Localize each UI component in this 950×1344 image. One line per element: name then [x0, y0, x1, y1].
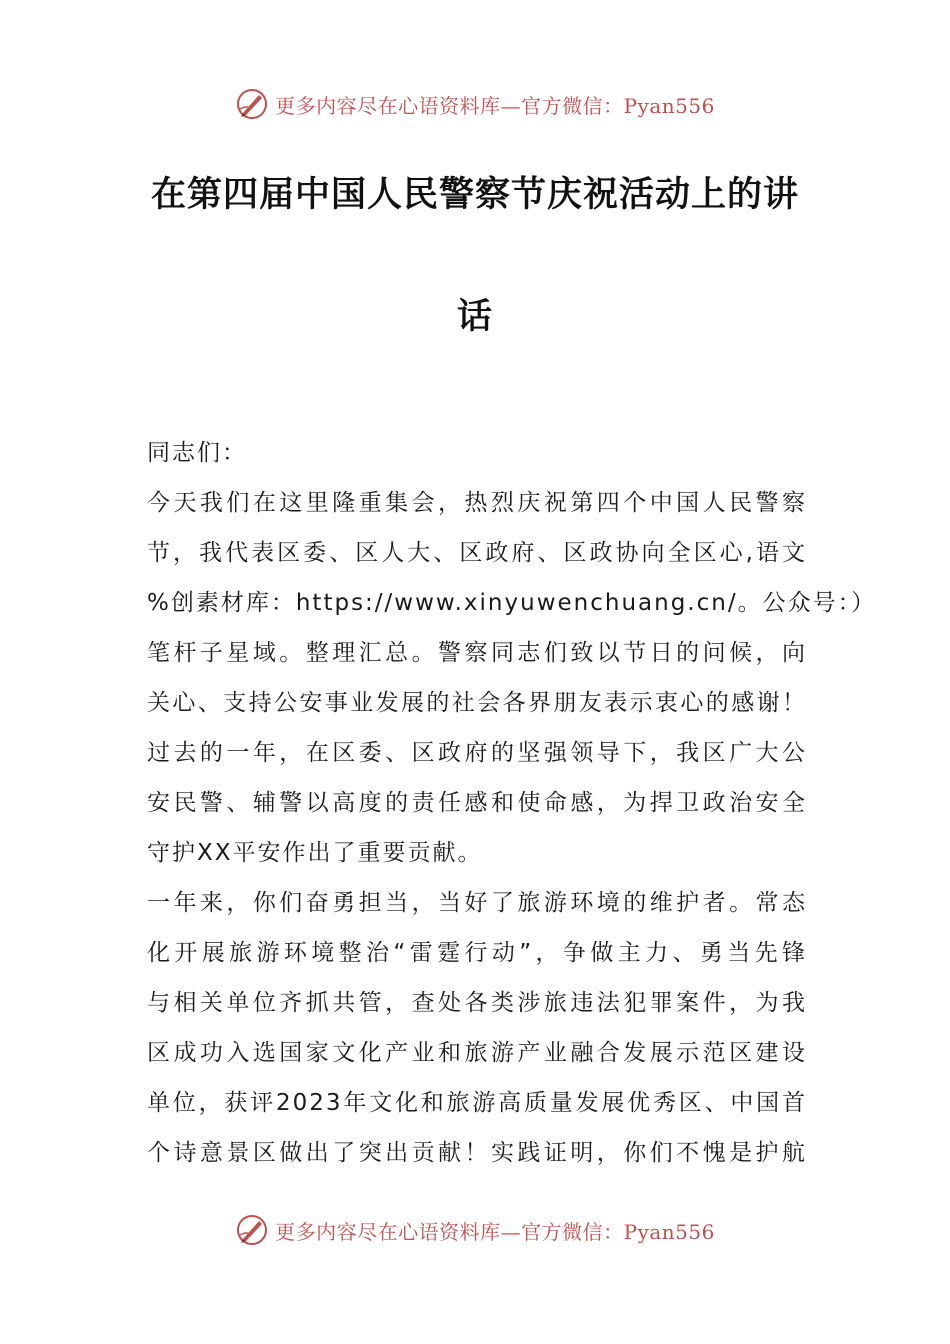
footer-watermark — [0, 1210, 950, 1250]
body-line: 关心、支持公安事业发展的社会各界朋友表示衷心的感谢！ — [147, 690, 807, 716]
salutation: 同志们： — [147, 440, 247, 466]
body-line: 单位，获评2023年文化和旅游高质量发展优秀区、中国首 — [147, 1090, 807, 1116]
body-line: 区成功入选国家文化产业和旅游产业融合发展示范区建设 — [147, 1040, 807, 1066]
body-line: 笔杆子星域。整理汇总。警察同志们致以节日的问候，向 — [147, 640, 807, 666]
body-line: %创素材库：https://www.xinyuwenchuang.cn/。公众号：） — [147, 590, 877, 616]
body-line: 个诗意景区做出了突出贡献！实践证明，你们不愧是护航 — [147, 1140, 807, 1166]
body-line: 与相关单位齐抓共管，查处各类涉旅违法犯罪案件，为我 — [147, 990, 807, 1016]
body-line: 节，我代表区委、区人大、区政府、区政协向全区心,语文 — [147, 540, 807, 566]
body-line: 一年来，你们奋勇担当，当好了旅游环境的维护者。常态 — [147, 890, 807, 916]
watermark-text: 更多内容尽在心语资料库—官方微信：Pyan556 — [275, 93, 715, 118]
document-title-line-1: 在第四届中国人民警察节庆祝活动上的讲 — [150, 175, 799, 215]
body-line: 过去的一年，在区委、区政府的坚强领导下，我区广大公 — [147, 740, 807, 766]
pen-logo-icon — [235, 87, 269, 121]
document-body — [147, 428, 877, 1178]
body-line: 守护XX平安作出了重要贡献。 — [147, 840, 483, 866]
pen-logo-icon — [235, 1213, 269, 1247]
body-line: 今天我们在这里隆重集会，热烈庆祝第四个中国人民警察 — [147, 490, 807, 516]
document-title-line-2: 话 — [456, 297, 493, 337]
body-line: 化开展旅游环境整治“雷霆行动”，争做主力、勇当先锋 — [147, 940, 807, 966]
body-line: 安民警、辅警以高度的责任感和使命感，为捍卫政治安全 — [147, 790, 807, 816]
watermark-text: 更多内容尽在心语资料库—官方微信：Pyan556 — [275, 1219, 715, 1244]
header-watermark — [0, 84, 950, 124]
